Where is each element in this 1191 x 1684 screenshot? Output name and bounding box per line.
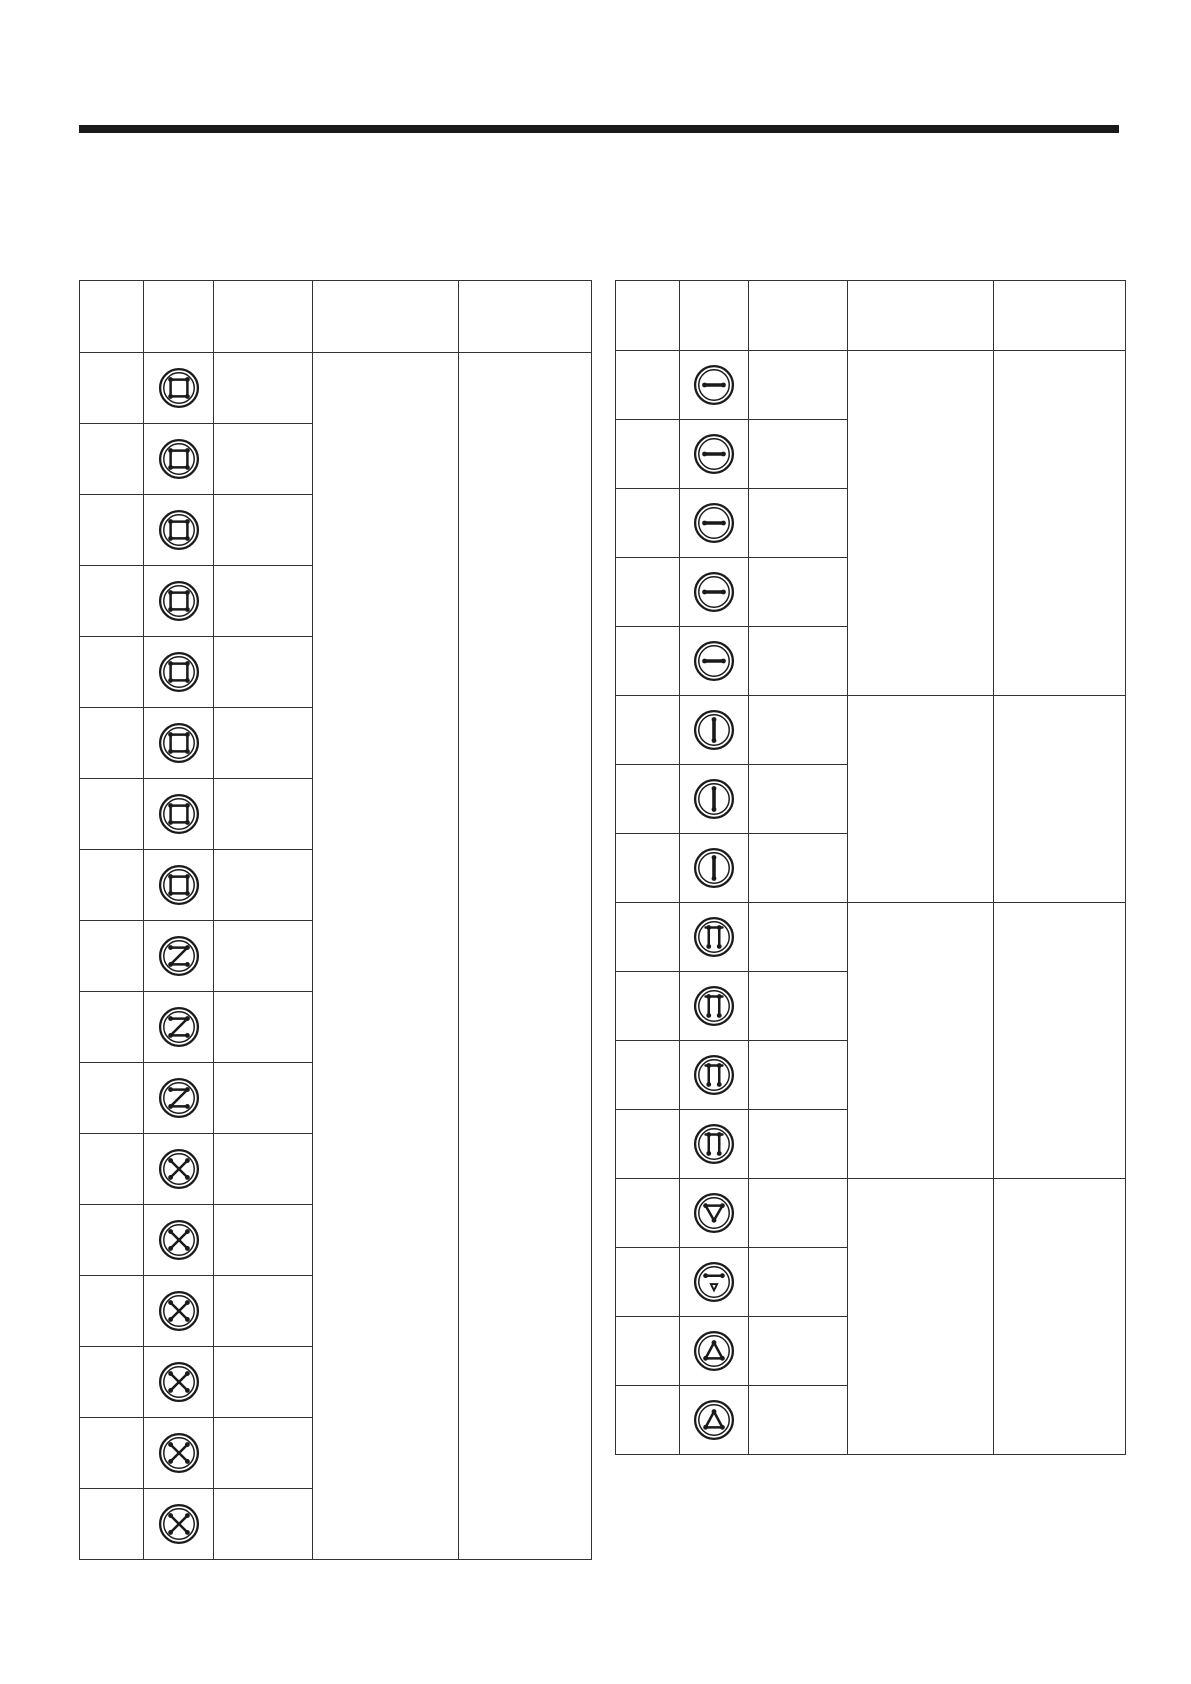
number-cell bbox=[616, 1248, 680, 1317]
number-cell bbox=[80, 1347, 144, 1418]
clamp-quad-icon bbox=[144, 580, 213, 622]
icon-cell bbox=[144, 708, 214, 779]
icon-cell bbox=[680, 627, 749, 696]
icon-cell bbox=[680, 558, 749, 627]
clamp-vertical-bar-icon bbox=[680, 847, 748, 889]
icon-cell bbox=[144, 353, 214, 424]
clamp-double-vertical-icon bbox=[680, 985, 748, 1027]
clamp-horizontal-bar-icon bbox=[680, 502, 748, 544]
clamp-quad-icon bbox=[144, 793, 213, 835]
group-cell bbox=[313, 353, 459, 1560]
table-row bbox=[616, 351, 1126, 420]
number-cell bbox=[80, 992, 144, 1063]
icon-cell bbox=[680, 489, 749, 558]
number-cell bbox=[80, 495, 144, 566]
table-row bbox=[616, 903, 1126, 972]
model-cell bbox=[214, 1134, 313, 1205]
number-cell bbox=[616, 1386, 680, 1455]
number-cell bbox=[616, 1317, 680, 1386]
number-cell bbox=[80, 1205, 144, 1276]
number-cell bbox=[80, 921, 144, 992]
icon-cell bbox=[680, 1179, 749, 1248]
model-cell bbox=[214, 637, 313, 708]
header-cell bbox=[680, 281, 749, 351]
clamp-double-vertical-icon bbox=[680, 916, 748, 958]
group-cell bbox=[848, 903, 994, 1179]
header-cell bbox=[459, 281, 592, 353]
clamp-double-vertical-icon bbox=[680, 1054, 748, 1096]
number-cell bbox=[616, 351, 680, 420]
clamp-vertical-bar-icon bbox=[680, 778, 748, 820]
number-cell bbox=[80, 424, 144, 495]
table-row bbox=[80, 353, 592, 424]
model-cell bbox=[214, 1276, 313, 1347]
number-cell bbox=[80, 1063, 144, 1134]
number-cell bbox=[616, 972, 680, 1041]
icon-cell bbox=[680, 1110, 749, 1179]
clamp-bar-triangle-icon bbox=[680, 1261, 748, 1303]
model-cell bbox=[749, 489, 848, 558]
icon-cell bbox=[144, 850, 214, 921]
model-cell bbox=[749, 1179, 848, 1248]
model-cell bbox=[749, 1110, 848, 1179]
icon-cell bbox=[144, 1205, 214, 1276]
model-cell bbox=[749, 1317, 848, 1386]
header-cell bbox=[144, 281, 214, 353]
icon-cell bbox=[144, 779, 214, 850]
icon-cell bbox=[144, 1276, 214, 1347]
clamp-quad-icon bbox=[144, 509, 213, 551]
model-cell bbox=[214, 1063, 313, 1134]
number-cell bbox=[616, 627, 680, 696]
number-cell bbox=[616, 1110, 680, 1179]
clamp-quad-icon bbox=[144, 722, 213, 764]
group-cell bbox=[994, 696, 1126, 903]
group-cell bbox=[848, 1179, 994, 1455]
icon-cell bbox=[144, 992, 214, 1063]
clamp-quad-icon bbox=[144, 651, 213, 693]
left-clamp-table bbox=[79, 280, 592, 1560]
number-cell bbox=[80, 1134, 144, 1205]
icon-cell bbox=[144, 1418, 214, 1489]
icon-cell bbox=[144, 1347, 214, 1418]
clamp-x-icon bbox=[144, 1148, 213, 1190]
clamp-triangle-down-icon bbox=[680, 1192, 748, 1234]
clamp-vertical-bar-icon bbox=[680, 709, 748, 751]
icon-cell bbox=[680, 765, 749, 834]
icon-cell bbox=[680, 903, 749, 972]
clamp-quad-icon bbox=[144, 367, 213, 409]
icon-cell bbox=[144, 1489, 214, 1560]
model-cell bbox=[214, 424, 313, 495]
model-cell bbox=[749, 1386, 848, 1455]
number-cell bbox=[80, 566, 144, 637]
model-cell bbox=[214, 708, 313, 779]
icon-cell bbox=[680, 1386, 749, 1455]
number-cell bbox=[80, 779, 144, 850]
clamp-x-icon bbox=[144, 1361, 213, 1403]
model-cell bbox=[214, 850, 313, 921]
model-cell bbox=[214, 1205, 313, 1276]
model-cell bbox=[749, 972, 848, 1041]
clamp-horizontal-bar-icon bbox=[680, 571, 748, 613]
right-clamp-table bbox=[615, 280, 1126, 1455]
model-cell bbox=[214, 566, 313, 637]
header-cell bbox=[313, 281, 459, 353]
number-cell bbox=[616, 1041, 680, 1110]
number-cell bbox=[616, 903, 680, 972]
clamp-x-icon bbox=[144, 1503, 213, 1545]
number-cell bbox=[80, 1489, 144, 1560]
icon-cell bbox=[144, 424, 214, 495]
group-cell bbox=[994, 1179, 1126, 1455]
model-cell bbox=[749, 834, 848, 903]
icon-cell bbox=[144, 495, 214, 566]
icon-cell bbox=[680, 834, 749, 903]
model-cell bbox=[214, 1347, 313, 1418]
number-cell bbox=[616, 1179, 680, 1248]
icon-cell bbox=[680, 351, 749, 420]
clamp-double-vertical-icon bbox=[680, 1123, 748, 1165]
icon-cell bbox=[680, 696, 749, 765]
number-cell bbox=[80, 1276, 144, 1347]
icon-cell bbox=[680, 420, 749, 489]
top-rule bbox=[79, 125, 1119, 133]
icon-cell bbox=[144, 1063, 214, 1134]
clamp-triangle-up-icon bbox=[680, 1330, 748, 1372]
number-cell bbox=[80, 353, 144, 424]
group-cell bbox=[994, 351, 1126, 696]
clamp-x-icon bbox=[144, 1290, 213, 1332]
icon-cell bbox=[144, 921, 214, 992]
clamp-z-icon bbox=[144, 935, 213, 977]
icon-cell bbox=[144, 637, 214, 708]
clamp-x-icon bbox=[144, 1219, 213, 1261]
number-cell bbox=[80, 708, 144, 779]
model-cell bbox=[749, 696, 848, 765]
model-cell bbox=[749, 903, 848, 972]
model-cell bbox=[749, 765, 848, 834]
model-cell bbox=[749, 627, 848, 696]
clamp-horizontal-bar-icon bbox=[680, 364, 748, 406]
model-cell bbox=[214, 495, 313, 566]
model-cell bbox=[749, 420, 848, 489]
model-cell bbox=[749, 351, 848, 420]
model-cell bbox=[749, 1041, 848, 1110]
icon-cell bbox=[680, 1041, 749, 1110]
number-cell bbox=[616, 834, 680, 903]
clamp-horizontal-bar-icon bbox=[680, 433, 748, 475]
group-cell bbox=[459, 353, 592, 1560]
group-cell bbox=[994, 903, 1126, 1179]
icon-cell bbox=[144, 566, 214, 637]
model-cell bbox=[214, 1489, 313, 1560]
header-cell bbox=[214, 281, 313, 353]
icon-cell bbox=[680, 972, 749, 1041]
number-cell bbox=[616, 696, 680, 765]
number-cell bbox=[616, 489, 680, 558]
clamp-triangle-up-icon bbox=[680, 1399, 748, 1441]
group-cell bbox=[848, 696, 994, 903]
table-header-row bbox=[80, 281, 592, 353]
header-cell bbox=[616, 281, 680, 351]
clamp-z-icon bbox=[144, 1077, 213, 1119]
header-cell bbox=[749, 281, 848, 351]
model-cell bbox=[214, 992, 313, 1063]
header-cell bbox=[80, 281, 144, 353]
clamp-quad-icon bbox=[144, 864, 213, 906]
table-row bbox=[616, 1179, 1126, 1248]
model-cell bbox=[214, 1418, 313, 1489]
clamp-z-icon bbox=[144, 1006, 213, 1048]
clamp-x-icon bbox=[144, 1432, 213, 1474]
number-cell bbox=[616, 558, 680, 627]
model-cell bbox=[749, 1248, 848, 1317]
number-cell bbox=[80, 850, 144, 921]
table-header-row bbox=[616, 281, 1126, 351]
header-cell bbox=[848, 281, 994, 351]
group-cell bbox=[848, 351, 994, 696]
model-cell bbox=[214, 353, 313, 424]
number-cell bbox=[616, 765, 680, 834]
number-cell bbox=[616, 420, 680, 489]
number-cell bbox=[80, 1418, 144, 1489]
clamp-horizontal-bar-icon bbox=[680, 640, 748, 682]
table-row bbox=[616, 696, 1126, 765]
icon-cell bbox=[680, 1317, 749, 1386]
model-cell bbox=[214, 921, 313, 992]
model-cell bbox=[214, 779, 313, 850]
number-cell bbox=[80, 637, 144, 708]
icon-cell bbox=[144, 1134, 214, 1205]
icon-cell bbox=[680, 1248, 749, 1317]
model-cell bbox=[749, 558, 848, 627]
header-cell bbox=[994, 281, 1126, 351]
clamp-quad-icon bbox=[144, 438, 213, 480]
